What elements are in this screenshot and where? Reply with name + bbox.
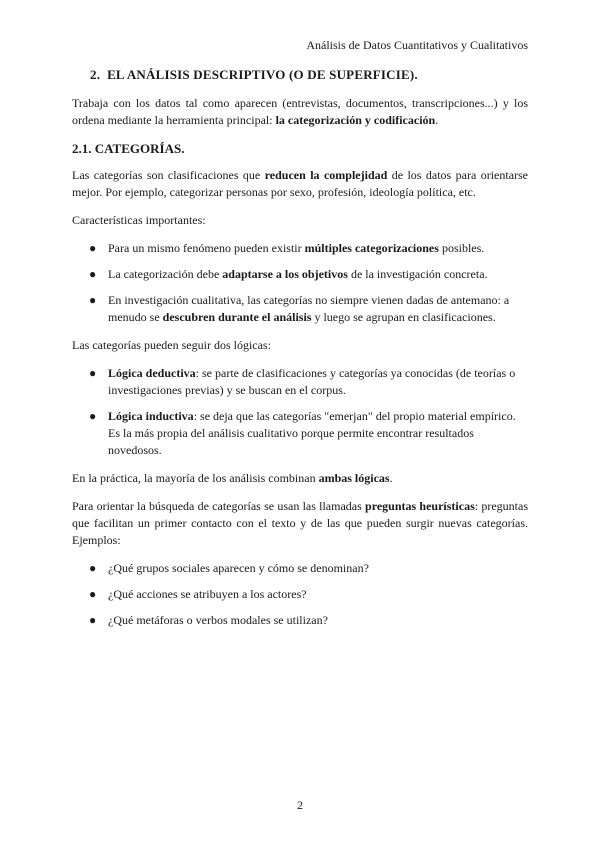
item-bold: descubren durante el análisis — [162, 310, 312, 324]
bullet-icon: ● — [89, 293, 97, 307]
item-text-b: : se parte de clasificaciones y categorías ya conocidas (de teorías o investigaciones previas) y se buscan en el corpus. — [108, 366, 516, 397]
section-heading — [90, 66, 528, 83]
list-item — [72, 560, 528, 577]
item-text-b: posibles. — [438, 241, 485, 255]
list-item — [72, 292, 528, 326]
heuristic-text-b: : preguntas que facilitan un primer contacto con el texto y de las que pueden surgir nuevas categorías. Ejemplos: — [72, 499, 528, 547]
heuristic-bold: preguntas heurísticas — [365, 499, 475, 513]
categories-paragraph — [72, 167, 528, 201]
heuristic-paragraph — [72, 498, 528, 549]
logics-heading: Las categorías pueden seguir dos lógicas: — [72, 338, 271, 352]
item-text-b: de la investigación concreta. — [347, 267, 488, 281]
list-item — [72, 408, 528, 459]
item-text-a: La categorización debe — [108, 267, 223, 281]
item-text-b: : se deja que las categorías "emerjan" del propio material empírico. Es la más propia del análisis cualitativo porque permite encontrar resultados novedosos. — [108, 409, 516, 457]
question-text: ¿Qué metáforas o verbos modales se utilizan? — [108, 613, 328, 627]
practice-text-a: En la práctica, la mayoría de los análisis combinan — [72, 471, 319, 485]
item-bold: Lógica deductiva — [108, 366, 196, 380]
features-heading: Características importantes: — [72, 213, 206, 227]
list-item — [72, 612, 528, 629]
features-list — [72, 240, 528, 326]
intro-text: Trabaja con los datos tal como aparecen (entrevistas, documentos, transcripciones...) y los ordena mediante la herramienta principal: — [72, 96, 528, 127]
page-number: 2 — [297, 798, 303, 812]
bullet-icon: ● — [89, 366, 97, 380]
logics-list — [72, 365, 528, 459]
questions-list — [72, 560, 528, 629]
subsection-heading: 2.1. CATEGORÍAS. — [72, 141, 185, 156]
bullet-icon: ● — [89, 409, 97, 423]
bullet-icon: ● — [89, 613, 97, 627]
item-text-a: En investigación cualitativa, las categorías no siempre vienen dadas de antemano: a menudo se — [108, 293, 510, 324]
intro-end: . — [435, 113, 439, 127]
question-text: ¿Qué acciones se atribuyen a los actores? — [108, 587, 307, 601]
intro-paragraph — [72, 95, 528, 129]
list-item — [72, 365, 528, 399]
p1-text-b: de los datos para orientarse mejor. Por ejemplo, categorizar personas por sexo, profesión, ideología política, etc. — [72, 168, 529, 199]
bullet-icon: ● — [89, 587, 97, 601]
item-text-a: Para un mismo fenómeno pueden existir — [108, 241, 305, 255]
intro-bold: la categorización y codificación — [275, 113, 436, 127]
item-bold: múltiples categorizaciones — [304, 241, 439, 255]
practice-paragraph — [72, 470, 528, 487]
running-header: Análisis de Datos Cuantitativos y Cualitativos — [306, 38, 528, 52]
item-text-b: y luego se agrupan en clasificaciones. — [311, 310, 496, 324]
p1-text-a: Las categorías son clasificaciones que — [72, 168, 265, 182]
bullet-icon: ● — [89, 241, 97, 255]
practice-text-b: . — [389, 471, 393, 485]
question-text: ¿Qué grupos sociales aparecen y cómo se denominan? — [108, 561, 369, 575]
practice-bold: ambas lógicas — [318, 471, 390, 485]
bullet-icon: ● — [89, 561, 97, 575]
page-content — [72, 66, 528, 640]
item-bold: adaptarse a los objetivos — [222, 267, 348, 281]
list-item — [72, 240, 528, 257]
section-title: EL ANÁLISIS DESCRIPTIVO (O DE SUPERFICIE). — [107, 67, 418, 82]
section-number: 2. — [90, 67, 101, 82]
list-item — [72, 586, 528, 603]
bullet-icon: ● — [89, 267, 97, 281]
p1-bold: reducen la complejidad — [264, 168, 388, 182]
heuristic-text-a: Para orientar la búsqueda de categorías se usan las llamadas — [72, 499, 366, 513]
item-bold: Lógica inductiva — [108, 409, 194, 423]
list-item — [72, 266, 528, 283]
